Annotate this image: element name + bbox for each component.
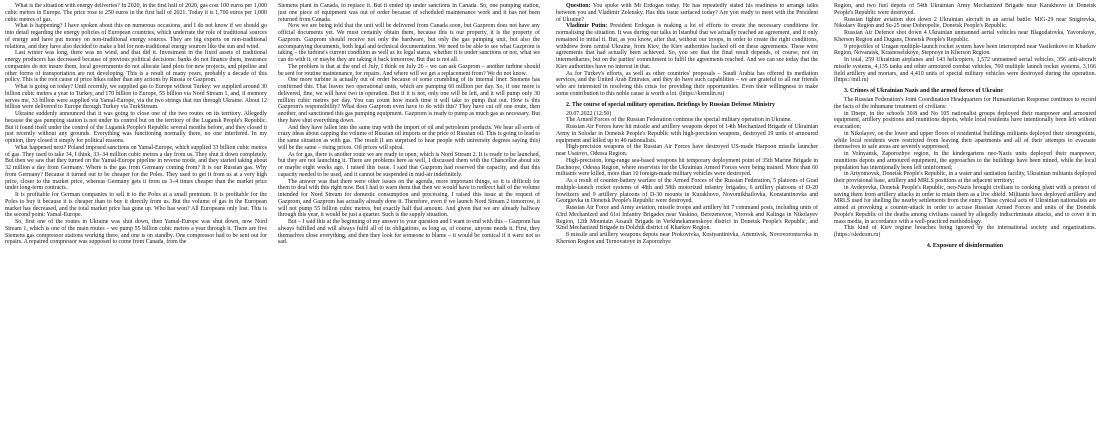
paragraph: Region, and two fuel depots of 54th Ukrainian Army Mechanized Brigade near Karakhovo in Donetsk People's Republic were destroyed. <box>834 3 1096 16</box>
speaker-label: Question: <box>566 3 591 9</box>
paragraph: One more turbine is actually out of order because of some crumbling of its internal liner. Siemens has confirmed this. That leaves two operational units, which are pumping 60 million per day. So, if one more is delivered, fine, we will have two in operation. But if it is not, only one will be left, and it will pump only 30 million cubic metres per day. You can count how much time it will take to pump that out. How is this Gazprom's responsibility? What does Gazprom even have to do with this? They have cut off one route, then another, and sanctioned this gas pumping equipment. Gazprom is ready to pump as much gas as necessary. But they have shut everything down. <box>278 77 540 124</box>
paragraph: in Avdeyevka, Donetsk People's Republic, neo-Nazis brought civilians to cooking plant with a pretext of saving them from artillery attacks in order to retain them as a live shield. Militants have deployed artillery and MRLS used for shelling the nearby settlements from the entry. These cynical acts of Ukrainian nationalists are aimed at provoking a counter-attack in order to accuse Russian Armed Forces and units of the Donetsk People's Republic of the deaths among civilians caused by allegedly indiscriminate attacks, and to cover it in mass media, in accordance with a well-practiced methodology. <box>834 184 1096 225</box>
paragraph: As for gas, there is another route we are ready to open, which is Nord Stream 2. It is ready to be launched, but they are not launching it. There are problems here as well, I discussed them with the Chancellor about six or maybe eight weeks ago. I raised this issue. I said that Gazprom had reserved the capacity, and that this capacity needed to be used, and it cannot be suspended in mid-air indefinitely. <box>278 151 540 178</box>
paragraph: The Armed Forces of the Russian Federation continue the special military operation in Ukraine. <box>566 117 792 124</box>
paragraph: High-precision weapons of the Russian Air Forces have destroyed US-made Harpoon missile launcher near Usatovo, Odessa Region. <box>556 144 818 157</box>
paragraph: Russian Air Defence shot down 4 Ukrainian unmanned aerial vehicles near Blagodatovka, Yavorskoye, Kherson Region and Dugans, Donetsk People's Republic. <box>834 30 1096 43</box>
paragraph: What is happening? I have spoken about this on numerous occasions, and I do not know if we should go into detail regarding the energy policies of European countries, which underrate the role of traditional sources of energy and have put money on non-traditional energy sources. They are big experts on non-traditional relations, and they have also decided to make a bid for non-traditional energy sources like the sun and wind. <box>5 23 267 50</box>
paragraph: And they have fallen into the same trap with the import of oil and petroleum products. We hear all sorts of crazy ideas about capping the volume of Russian oil imports or the price of Russian oil. This is going to lead to the same situation as with gas. The result (I am surprised to hear people with university degrees saying this) will be the same – rising prices. Oil prices will spiral. <box>278 124 540 151</box>
paragraph: Now we are being told that the unit will be delivered from Canada soon, but Gazprom does not have any official documents yet. We must certainly obtain them, because this is our property, it is the property of Gazprom. Gazprom should receive not only the hardware, but only the gas pumping unit, but also the accompanying documents, both legal and technical documentation. We need to be able to see what Gazprom is taking – the turbine's current condition as well as its legal status, whether it is under sanctions or not, what we can do with it, or maybe they are taking it back tomorrow. But that is not all. <box>278 23 540 63</box>
paragraph: But – I said this at the beginning of my answer to your question and I want to end with this – Gazprom has always fulfilled and will always fulfil all of its obligations, as long as, of course, anyone needs it. First, they themselves close everything, and then they look for someone to blame – it would be comical if it were not so sad. <box>278 219 540 246</box>
paragraph: The answer was that there were other issues on the agenda, more important things, so it is difficult for them to deal with this right now. But I had to warn them that then we would have to redirect half of the volume intended for Nord Stream for domestic consumption and processing. I raised this issue at the request of Gazprom, and Gazprom has actually already done it. Therefore, even if we launch Nord Stream 2 tomorrow, it will not pump 55 billion cubic metres, but exactly half that amount. And given that we are already halfway through this year, it would be just a quarter. Such is the supply situation. <box>278 178 540 219</box>
speaker-label: Vladimir Putin: <box>566 23 608 30</box>
paragraph: So, first one of the routes in Ukraine was shut down, then Yamal-Europe was shut down, now Nord Stream 1, which is one of the main routes – we pump 55 billion cubic metres a year through it. There are five Siemens gas compressor stations working there, and one is on standby. One compressor had to be sent out for repairs. A repaired compressor was supposed to come from Canada, from the <box>5 219 267 246</box>
paragraph: What is the situation with energy deliveries? In 2020, in the first half of 2020, gas cost 100 euros per 1,000 cubic metres in Europe. The price rose to 250 euros in the first half of 2021. Today it is 1,700 euros per 1,000 cubic metres of gas. <box>5 3 267 23</box>
qa-text: President Erdogan is making a lot of efforts to create the necessary conditions for normalising the situation. It was during our talks in Istanbul that we actually reached an agreement, and it only remained to initial it. But, as you know, after that, without our troops, in order to create the right conditions, withdrew from central Ukraine, from Kiev, the Kiev authorities backed off on these agreements. These were agreements that had actually been achieved. So, you see that the final result depends, of course, not on intermediaries, but on the parties' commitment to fulfil the agreements reached. And we can see today that the Kiev authorities have no interest in that. <box>556 23 818 70</box>
paragraph: Russian Air Force and Army aviation, missile troops and artillery hit 7 command posts, including units of 63rd Mechanized and 61st Infantry Brigades near Yaskino, Berezenovoe, Virovsk and Kalinga in Nikolayev Region, 12th Mountain Assault Brigade in Verkhnekamenskoye district in Donetsk People's Republic, and 92nd Mechanized Brigade in Dolzhik district of Kharkov Region. <box>556 205 818 232</box>
paragraph: It is profitable for German companies to sell it to the Poles at a small premium. It is profitable for the Poles to buy it because it is cheaper than to buy it directly from us. But the volume of gas in the European market has decreased, and the total market price has gone up. Who has won? All Europeans only lost. This is the second point: Yamal-Europe. <box>5 192 267 219</box>
qa-paragraph <box>556 3 818 23</box>
qa-paragraph <box>556 71 818 98</box>
paragraph: In total, 259 Ukrainian airplanes and 143 helicopters, 1,572 unmanned aerial vehicles, 356 anti-aircraft missile systems, 4,135 tanks and other armoured combat vehicles, 760 multiple launch rocket systems, 3,166 field artillery and mortars, and 4,410 units of special military vehicles were destroyed during the operation. (https://mil.ru) <box>834 57 1096 84</box>
paragraph: in Volnyansk, Zaporozhye region, in the kindergartens neo-Nazis units deployed their manpower, munitions depots and armoured equipment, the approaches to the buildings have been mined, while the local population has intentionally been left uninformed; <box>834 151 1096 171</box>
paragraph: This kind of Kiev regime breaches being ignored by the international society and organizations. (https://sledcom.ru) <box>834 225 1096 238</box>
date-stamp: 20.07.2022 (12:50) <box>566 110 612 117</box>
paragraph: Last winter was long, there was no wind, and that did it. Investment in the fixed assets of traditional energy producers has decreased because of previous political decisions: banks do not finance them, insurance companies do not insure them, local governments do not allocate land plots for new projects, and pipeline and other forms of transportation are not developing. This is a result of many years, probably a decade of this policy. This is the root cause of price hikes rather than any actions by Russia or Gazprom. <box>5 50 267 84</box>
qa-text: As for Turkey's efforts, as well as other countries' proposals – Saudi Arabia has offered its mediation services, and the United Arab Emirates, and they do have such capabilities – we are grateful to all our friends who are interested in resolving this crisis for providing their opportunities. Even their willingness to make some contribution to this noble cause is worth a lot. (https://kremlin.ru) <box>556 70 818 97</box>
text-column-2 <box>278 3 540 427</box>
paragraph: Russian fighter aviation shot down 2 Ukrainian aircraft in an aerial battle: MiG-29 near Snigirevka, Nikolaev Region and Su-25 near Dobropolie, Donetsk People's Republic. <box>834 16 1096 30</box>
qa-paragraph <box>556 23 818 70</box>
paragraph: in Dnepr, in the schools 30/8 and No 105 nationalist groups deployed their manpower and armoured equipment, artillery positions and munitions depots, while local residents have intentionally been left without evacuation; <box>834 110 1096 130</box>
section-heading: 2. The course of special military operation. Briefings by Russian Defense Ministry <box>566 101 776 108</box>
paragraph: in Nikolayev, on the lower and upper floors of residential buildings militants deployed their strongpoints, while local residents were restricted from leaving their apartments and all of their attempts to evacuate themselves to safe areas are severely suppressed; <box>834 130 1096 151</box>
paragraph: What happened next? Poland imposed sanctions on Yamal-Europe, which supplied 33 billion cubic metres of gas. They used to take 34, I think, 33–34 million cubic metres a day from us. They shut it down completely. But then we saw that they turned on the Yamal-Europe pipeline in reverse mode, and they started taking about 32 million a day from Germany. Where is the gas from Germany coming from? It is our Russian gas. Why from Germany? Because it turned out to be cheaper for the Poles. They used to get it from us at a very high price, closer to the market price, whereas Germany gets it from us 3–4 times cheaper than the market price under long-term contracts. <box>5 144 267 192</box>
text-column-3 <box>556 3 818 427</box>
paragraph: Ukraine suddenly announced that it was going to close one of the two routes on its territory. Allegedly because the gas pumping station is not under its control but on the territory of the Lugansk People's Republic. But it found itself under the control of the Lugansk People's Republic several months before, and they closed it just recently without any grounds. Everything was functioning normally there, no one interfered. In my opinion, they closed it simply for political reasons. <box>5 111 267 144</box>
section-heading: 4. Exposure of disinformation <box>926 242 1004 249</box>
paragraph: Russian Air Forces have hit missile and artillery weapons depot of 14th Mechanized Brigade of Ukrainian Army in Solodar in Donetsk People's Republic with high-precision weapons, destroyed 19 units of armoured equipment and killed up to 40 nationalists. <box>556 124 818 144</box>
paragraph: What is going on today? Until recently, we supplied gas to Europe without Turkey: we supplied around 30 billion cubic metres a year to Turkey, and 170 billion to Europe, 55 billion via Nord Stream 1, and, if memory serves me, 33 billion were supplied via Yamal-Europe, via the two strings that run through Ukraine. About 12 billion were delivered to Europe through Turkey via TurkStream. <box>5 84 267 111</box>
paragraph: Siemens plant in Canada, to replace it. But it ended up under sanctions in Canada. So, one pumping station, just one piece of equipment was out of order because of scheduled maintenance work and it has not been returned from Canada. <box>278 3 540 23</box>
text-column-4 <box>834 3 1096 427</box>
paragraph: As a result of counter-battery warfare of the Armed Forces of the Russian Federation, 5 platoons of Grad multiple-launch rocket systems of 48th and 58th motorized infantry brigades, 6 artillery platoons of D-20 howitzers and 9 artillery platoons of D-30 mounts in Kurakhovo, Novomikhailovka, Konstantinovka and Georgievka in Donetsk People's Republic were destroyed. <box>556 178 818 205</box>
paragraph: in Artyomovsk, Donetsk People's Republic, in a water and sanitation facility, Ukrainian militants deployed their provisional base, artillery and MRLS positions at the adjacent territory; <box>834 171 1096 184</box>
text-column-1 <box>5 3 267 427</box>
paragraph: The Russian Federation's Joint Coordination Headquarters for Humanitarian Response continues to record the facts of the inhumane treatment of civilians: <box>834 97 1096 110</box>
qa-text: You spoke with Mr Erdogan today. He has repeatedly stated his readiness to arrange talks between you and Vladimir Zelensky. Has this issue surfaced today? Are you ready to meet with the President of Ukraine? <box>556 3 818 23</box>
paragraph: 9 projectiles of Uragan multiple-launch rocket system have been intercepted near Vasilenkovo in Kharkov Region, Novaraisk, Krasnoselskoye, Stepnoye in Kherson Region. <box>834 43 1096 57</box>
paragraph: 8 missile and artillery weapons depots near Prokovivka, Kostyantinivka, Artemivsk, Novovorontsovka in Kherson Region and Ternovatoye in Zaporozhye <box>556 232 818 245</box>
paragraph: The problem is that at the end of July, I think on July 26 – we can ask Gazprom – another turbine should be sent for routine maintenance, for repairs. And where will we get a replacement from? We do not know. <box>278 63 540 77</box>
paragraph: High-precision, long-range sea-based weapons hit temporary deployment point of 35th Marine Brigade in Dachnoye, Odessa Region, where reservists for the Ukrainian Armed Forces were being trained. More than 60 militants were killed, more than 10 foreign-made military vehicles were destroyed. <box>556 157 818 178</box>
section-heading: 3. Crimes of Ukrainian Nazis and the armed forces of Ukraine <box>844 88 1004 94</box>
